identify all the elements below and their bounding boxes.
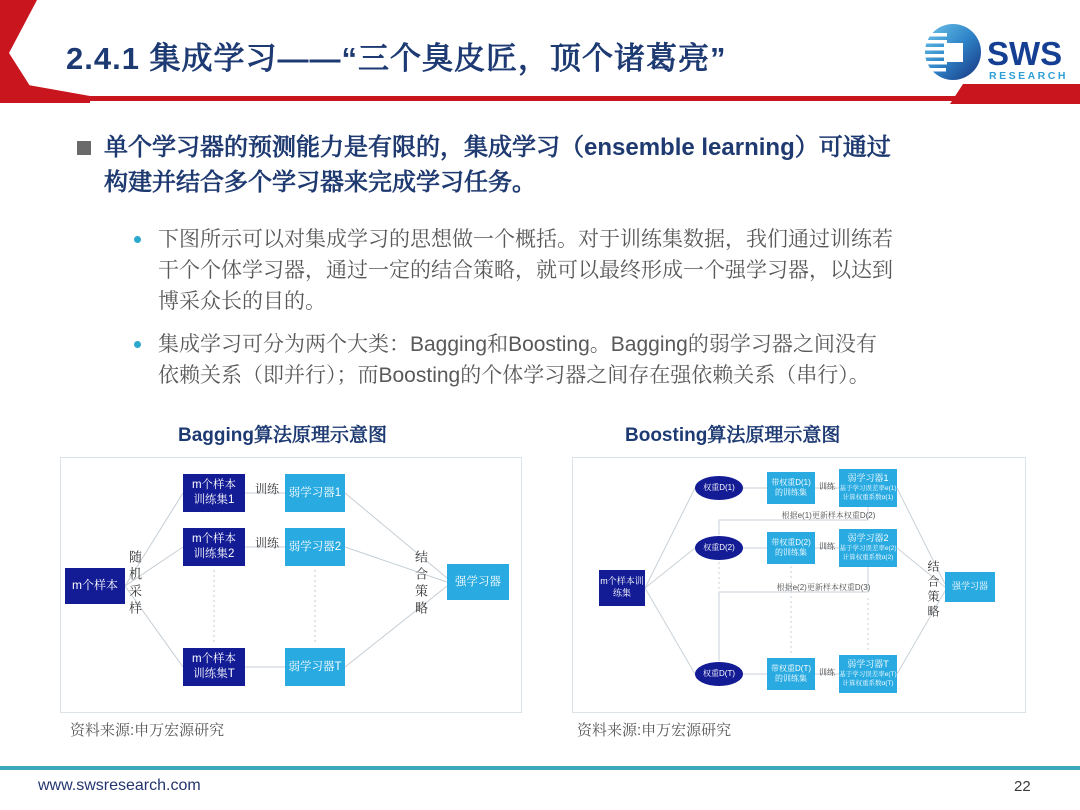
dot-bullet-icon xyxy=(134,341,141,348)
boosting-weak-learner-2 xyxy=(839,529,897,567)
boosting-weighted-set-1: 带权重D(1) 的训练集 xyxy=(767,472,815,504)
bagging-trainset-2: m个样本 训练集2 xyxy=(183,528,245,566)
footer-url: www.swsresearch.com xyxy=(38,777,201,794)
sub-bullet-1: 下图所示可以对集成学习的思想做一个概括。对于训练集数据，我们通过训练若 干个个体学习器，通过一定的结合策略，就可以最终形成一个强学习器，以达到 博采众长的目的。 xyxy=(158,228,893,313)
boosting-diagram-panel xyxy=(572,457,1026,713)
boosting-sample-box: m个样本训 练集 xyxy=(599,570,645,606)
boosting-diagram-title: Boosting算法原理示意图 xyxy=(625,425,841,446)
bagging-combine-strategy-label: 结合策略 xyxy=(413,550,428,618)
boosting-weighted-set-T: 带权重D(T) 的训练集 xyxy=(767,658,815,690)
boosting-weak-learner-1 xyxy=(839,469,897,507)
bagging-weak-learner-2: 弱学习器2 xyxy=(285,528,345,566)
boosting-strong-learner-box: 强学习器 xyxy=(945,572,995,602)
bagging-source-caption: 资料来源:申万宏源研究 xyxy=(70,722,225,739)
boosting-train-label-1: 训练 xyxy=(819,482,835,491)
weak-learner-1-name: 弱学习器1 xyxy=(847,473,889,484)
sub-bullet-2: 集成学习可分为两个大类：Bagging和Boosting。Bagging的弱学习器之间没有 依赖关系（即并行）；而Boosting的个体学习器之间存在强依赖关系（串行）。 xyxy=(158,333,877,387)
square-bullet-icon xyxy=(77,141,91,155)
bagging-trainset-1: m个样本 训练集1 xyxy=(183,474,245,512)
weak-learner-1-detail: 基于学习误差率e(1) 计算权重系数α(1) xyxy=(839,485,897,501)
bagging-weak-learner-1: 弱学习器1 xyxy=(285,474,345,512)
boosting-weak-learner-T xyxy=(839,655,897,693)
dot-bullet-icon xyxy=(134,236,141,243)
bagging-random-sampling-label: 随机采样 xyxy=(127,550,142,618)
weak-learner-T-name: 弱学习器T xyxy=(847,659,889,670)
boosting-update-label-2: 根据e(2)更新样本权重D(3) xyxy=(776,583,871,592)
bagging-train-label-2: 训练 xyxy=(254,536,279,550)
boosting-weight-D1: 权重D(1) xyxy=(695,476,743,500)
sws-logo xyxy=(915,18,1075,90)
bagging-sample-box: m个样本 xyxy=(65,568,125,604)
weak-learner-2-name: 弱学习器2 xyxy=(847,533,889,544)
globe-icon xyxy=(915,24,981,80)
page-number: 22 xyxy=(1014,778,1031,795)
weak-learner-T-detail: 基于学习误差率e(T) 计算权重系数α(T) xyxy=(839,671,897,687)
boosting-source-caption: 资料来源:申万宏源研究 xyxy=(577,722,732,739)
weak-learner-2-detail: 基于学习误差率e(2) 计算权重系数α(2) xyxy=(839,545,897,561)
bagging-trainset-T: m个样本 训练集T xyxy=(183,648,245,686)
boosting-update-label-1: 根据e(1)更新样本权重D(2) xyxy=(781,511,876,520)
page-title: 2.4.1 集成学习——“三个臭皮匠，顶个诸葛亮” xyxy=(66,41,727,76)
main-bullet-text: 单个学习器的预测能力是有限的，集成学习（ensemble learning）可通过 构建并结合多个学习器来完成学习任务。 xyxy=(104,134,891,196)
bagging-diagram-title: Bagging算法原理示意图 xyxy=(178,425,387,446)
boosting-train-label-T: 训练 xyxy=(819,668,835,677)
boosting-combine-strategy-label: 结合策略 xyxy=(926,560,940,620)
bagging-diagram-panel xyxy=(60,457,522,713)
logo-subtext: RESEARCH xyxy=(989,70,1068,82)
boosting-weight-D2: 权重D(2) xyxy=(695,536,743,560)
bagging-strong-learner-box: 强学习器 xyxy=(447,564,509,600)
boosting-weighted-set-2: 带权重D(2) 的训练集 xyxy=(767,532,815,564)
logo-text: SWS xyxy=(987,35,1063,72)
footer-divider xyxy=(0,766,1080,770)
bagging-train-label-1: 训练 xyxy=(254,482,279,496)
boosting-weight-DT: 权重D(T) xyxy=(695,662,743,686)
boosting-train-label-2: 训练 xyxy=(819,542,835,551)
bagging-weak-learner-T: 弱学习器T xyxy=(285,648,345,686)
